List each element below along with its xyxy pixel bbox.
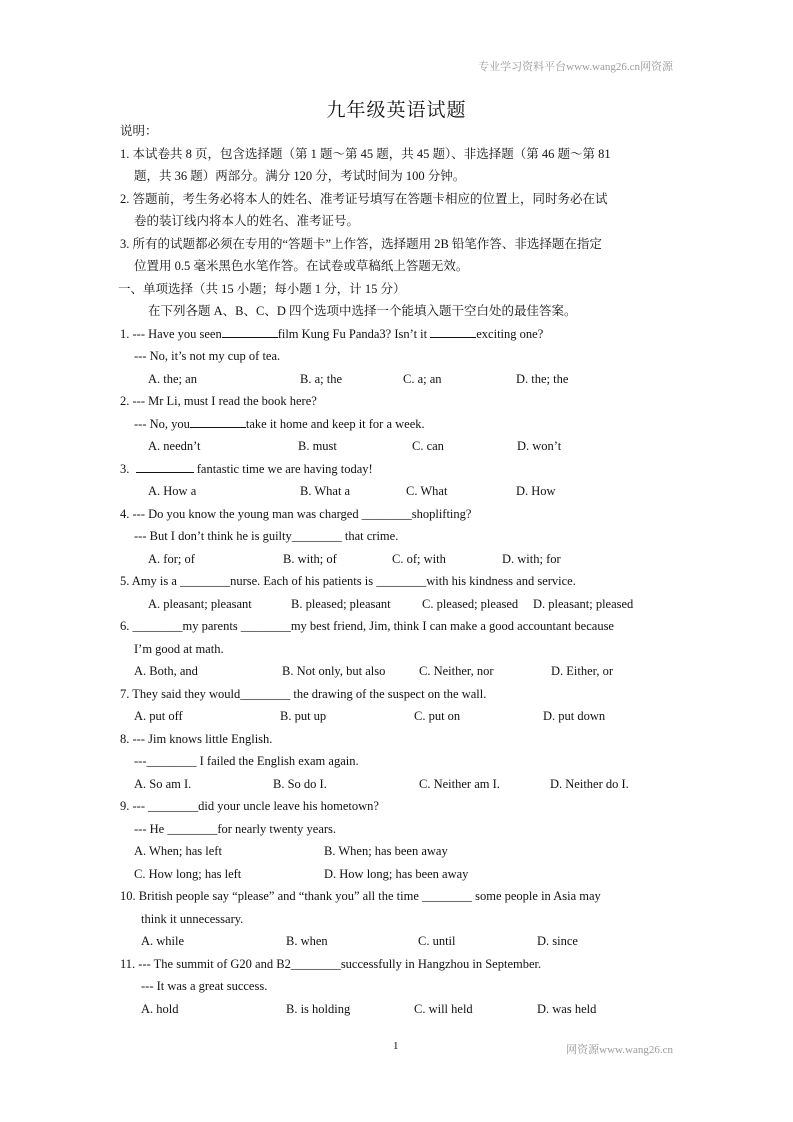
q3-option-d: D. How (516, 484, 556, 498)
q9-options-row2 (120, 863, 675, 886)
q9-option-a: A. When; has left (134, 844, 222, 858)
q3-option-b: B. What a (300, 484, 351, 498)
q11-option-b: B. is holding (286, 1001, 351, 1016)
q3-number: 3. (120, 461, 130, 476)
exam-content (120, 120, 675, 1020)
q2-options (120, 435, 675, 458)
q3-options (120, 480, 675, 503)
q3-option-a: A. How a (148, 484, 197, 498)
q4-reply: --- But I don’t think he is guilty________ that crime. (134, 529, 399, 543)
q10-option-c: C. until (418, 934, 456, 948)
note-1b: 题，共 36 题）两部分。满分 120 分，考试时间为 100 分钟。 (134, 169, 466, 183)
q5-option-d: D. pleasant; pleased (533, 596, 634, 611)
q2-option-b: B. must (298, 439, 337, 453)
q2-reply-b: take it home and keep it for a week. (245, 416, 425, 431)
q5-option-a: A. pleasant; pleasant (148, 596, 252, 611)
section-instruction: 在下列各题 A、B、C、D 四个选项中选择一个能填入题干空白处的最佳答案。 (148, 304, 577, 318)
q10-option-d: D. since (537, 934, 578, 948)
q2-reply (120, 413, 675, 436)
page-number: 1 (393, 1040, 399, 1052)
q8-option-c: C. Neither am I. (419, 776, 500, 791)
q1-options (120, 368, 675, 391)
question-4: 4. --- Do you know the young man was charged ________shoplifting? (120, 506, 472, 521)
q1-option-c: C. a; an (403, 371, 442, 386)
q6-option-c: C. Neither, nor (419, 664, 494, 678)
q11-option-a: A. hold (141, 1001, 179, 1016)
q10-options (120, 930, 675, 953)
section-heading: 一、单项选择（共 15 小题；每小题 1 分，计 15 分） (118, 281, 406, 296)
q1-stem-a: 1. --- Have you seen (120, 326, 222, 341)
q9-option-d: D. How long; has been away (324, 866, 469, 881)
q3-stem: fantastic time we are having today! (196, 461, 373, 476)
q3-option-c: C. What (406, 484, 448, 498)
q2-option-a: A. needn’t (148, 439, 201, 453)
q3-blank (136, 458, 194, 473)
q4-options (120, 548, 675, 571)
question-11: 11. --- The summit of G20 and B2________successfully in Hangzhou in September. (120, 956, 542, 971)
q11-reply: --- It was a great success. (141, 979, 268, 993)
note-2a: 2. 答题前，考生务必将本人的姓名、准考证号填写在答题卡相应的位置上，同时务必在试 (120, 191, 608, 206)
q7-option-b: B. put up (280, 709, 327, 723)
question-6: 6. ________my parents ________my best friend, Jim, think I can make a good accountant because (120, 619, 614, 633)
q7-option-d: D. put down (543, 709, 606, 723)
q7-option-a: A. put off (134, 709, 183, 723)
page-title: 九年级英语试题 (326, 100, 467, 121)
q5-option-c: C. pleased; pleased (422, 596, 519, 611)
q2-reply-a: --- No, you (134, 416, 190, 431)
notes-label: 说明： (120, 124, 158, 138)
q2-blank (190, 413, 246, 428)
q9-option-b: B. When; has been away (324, 844, 448, 858)
q5-options (120, 593, 675, 616)
note-3a: 3. 所有的试题都必须在专用的“答题卡”上作答，选择题用 2B 铅笔作答、非选择题在指定 (120, 236, 602, 251)
q8-option-a: A. So am I. (134, 776, 192, 791)
q1-option-d: D. the; the (516, 371, 569, 386)
q8-reply: ---________ I failed the English exam again. (134, 754, 359, 768)
q11-option-c: C. will held (414, 1001, 473, 1016)
question-8: 8. --- Jim knows little English. (120, 731, 273, 746)
q6-option-a: A. Both, and (134, 664, 198, 678)
q6-options (120, 660, 675, 683)
q4-option-b: B. with; of (283, 551, 337, 566)
q2-option-c: C. can (412, 439, 444, 453)
q10-continued: think it unnecessary. (141, 911, 244, 926)
q8-options (120, 773, 675, 796)
q4-option-d: D. with; for (502, 551, 561, 566)
q5-option-b: B. pleased; pleasant (291, 596, 391, 611)
question-9: 9. --- ________did your uncle leave his hometown? (120, 799, 379, 813)
q7-option-c: C. put on (414, 709, 461, 723)
q2-option-d: D. won’t (517, 439, 562, 453)
q11-option-d: D. was held (537, 1001, 597, 1016)
q1-reply: --- No, it’s not my cup of tea. (134, 349, 281, 363)
question-1 (120, 323, 675, 346)
q10-option-a: A. while (141, 934, 185, 948)
q7-options (120, 705, 675, 728)
footer-watermark: 网资源www.wang26.cn (566, 1044, 673, 1056)
q6-option-b: B. Not only, but also (282, 664, 386, 678)
q8-option-d: D. Neither do I. (550, 776, 629, 791)
q9-reply: --- He ________for nearly twenty years. (134, 821, 337, 836)
question-3 (120, 458, 675, 481)
q6-option-d: D. Either, or (551, 664, 613, 678)
note-3b: 位置用 0.5 毫米黑色水笔作答。在试卷或草稿纸上答题无效。 (134, 259, 469, 273)
q1-stem-b: film Kung Fu Panda3? Isn’t it (277, 326, 428, 341)
q11-options (120, 998, 675, 1021)
question-7: 7. They said they would________ the drawing of the suspect on the wall. (120, 686, 487, 701)
question-5: 5. Amy is a ________nurse. Each of his patients is ________with his kindness and service. (120, 574, 576, 588)
question-2: 2. --- Mr Li, must I read the book here? (120, 394, 317, 408)
q4-option-c: C. of; with (392, 551, 446, 566)
q8-option-b: B. So do I. (273, 776, 327, 791)
note-1a: 1. 本试卷共 8 页，包含选择题（第 1 题～第 45 题，共 45 题）、非选择题（第 46 题～第 81 (120, 146, 611, 161)
q1-stem-c: exciting one? (476, 326, 544, 341)
q1-blank-2 (430, 323, 476, 338)
q9-options-row1 (120, 840, 675, 863)
q9-option-c: C. How long; has left (134, 866, 242, 881)
q6-continued: I’m good at math. (134, 641, 224, 656)
q1-blank-1 (222, 323, 278, 338)
q1-option-b: B. a; the (300, 371, 343, 386)
header-watermark: 专业学习资料平台www.wang26.cn网资源 (478, 61, 673, 73)
question-10: 10. British people say “please” and “thank you” all the time ________ some people in Asia may (120, 889, 601, 903)
q1-option-a: A. the; an (148, 371, 197, 386)
note-2b: 卷的装订线内将本人的姓名、准考证号。 (134, 214, 360, 228)
q4-option-a: A. for; of (148, 551, 195, 566)
q10-option-b: B. when (286, 934, 328, 948)
